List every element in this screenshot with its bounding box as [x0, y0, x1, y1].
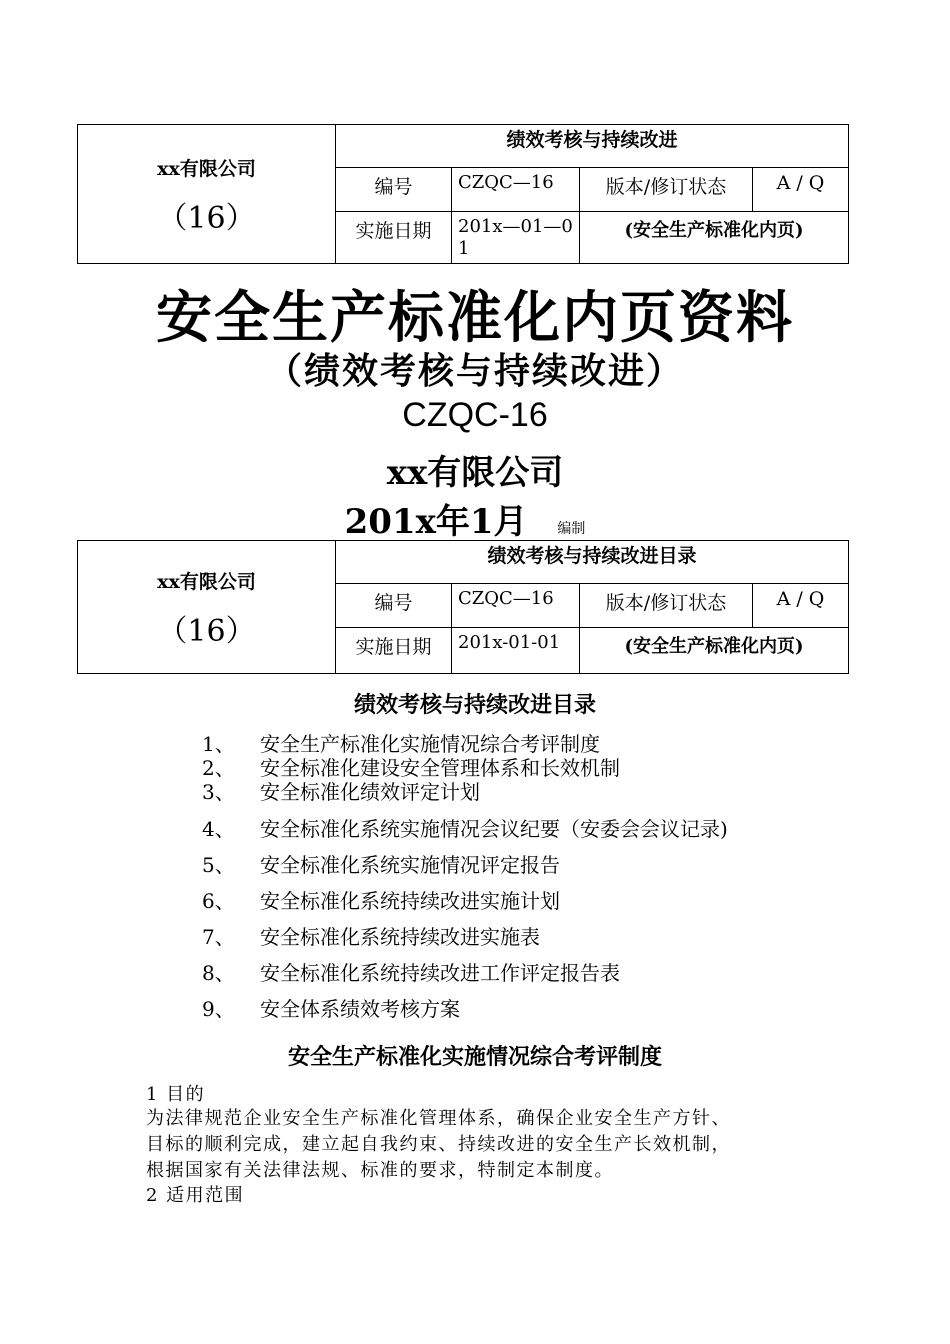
code-value: CZQC—16: [452, 584, 580, 628]
toc-item-number: 8、: [202, 961, 235, 985]
toc-item-text: 安全体系绩效考核方案: [260, 997, 460, 1021]
toc-item-number: 1、: [202, 732, 235, 756]
version-label: 版本/修订状态: [580, 584, 753, 628]
header-note: (安全生产标准化内页): [580, 212, 849, 264]
cover-compiled: 编制: [557, 521, 586, 537]
cover-company: xx有限公司: [386, 453, 564, 493]
toc-item-text: 安全标准化系统持续改进工作评定报告表: [260, 961, 620, 985]
header-table-2: [77, 540, 849, 674]
toc-item: [202, 776, 480, 805]
header-company-name: xx有限公司: [157, 571, 256, 593]
code-label: 编号: [336, 584, 452, 628]
section-1-title: 1 目的: [146, 1084, 206, 1105]
version-value: A / Q: [753, 168, 849, 212]
toc-item: [202, 957, 620, 986]
toc-item-text: 安全标准化系统实施情况会议纪要（安委会会议记录): [260, 817, 728, 841]
toc-item-number: 4、: [202, 817, 235, 841]
cover-date: 201x年1月: [344, 502, 528, 542]
header-number: （16）: [157, 614, 256, 649]
header-company-name: xx有限公司: [157, 158, 256, 180]
code-label: 编号: [336, 168, 452, 212]
paragraph-line: 为法律规范企业安全生产标准化管理体系，确保企业安全生产方针、: [146, 1108, 731, 1129]
cover-date-line: [0, 494, 940, 543]
toc-item-number: 9、: [202, 997, 235, 1021]
header-table-1: [77, 124, 849, 264]
cover-code: CZQC-16: [402, 396, 548, 434]
header-company-cell: [78, 541, 336, 674]
toc-item-text: 安全标准化系统持续改进实施计划: [260, 889, 560, 913]
date-value: 201x—01—01: [452, 212, 580, 264]
toc-item: [202, 849, 560, 878]
toc-item-number: 2、: [202, 756, 235, 780]
header-title: 绩效考核与持续改进目录: [336, 541, 849, 584]
version-value: A / Q: [753, 584, 849, 628]
toc-item-number: 5、: [202, 853, 235, 877]
toc-item-text: 安全标准化绩效评定计划: [260, 780, 480, 804]
header-note: (安全生产标准化内页): [580, 628, 849, 674]
toc-item-text: 安全标准化系统持续改进实施表: [260, 925, 540, 949]
toc-item: [202, 921, 540, 950]
toc-item-number: 3、: [202, 780, 235, 804]
version-label: 版本/修订状态: [580, 168, 753, 212]
cover-subtitle: （绩效考核与持续改进）: [265, 350, 684, 392]
cover-title: 安全生产标准化内页资料: [156, 285, 794, 351]
toc-heading: 绩效考核与持续改进目录: [353, 692, 596, 718]
toc-item-text: 安全标准化建设安全管理体系和长效机制: [260, 756, 620, 780]
toc-item-number: 7、: [202, 925, 235, 949]
toc-item-number: 6、: [202, 889, 235, 913]
header-company-cell: [78, 125, 336, 264]
header-title: 绩效考核与持续改进: [336, 125, 849, 168]
toc-item: [202, 885, 560, 914]
toc-item-text: 安全生产标准化实施情况综合考评制度: [260, 732, 600, 756]
paragraph-line: 目标的顺利完成，建立起自我约束、持续改进的安全生产长效机制，: [146, 1134, 731, 1155]
section-heading: 安全生产标准化实施情况综合考评制度: [287, 1044, 662, 1070]
toc-item-text: 安全标准化系统实施情况评定报告: [260, 853, 560, 877]
date-value: 201x-01-01: [452, 628, 580, 674]
date-label: 实施日期: [336, 628, 452, 674]
section-2-title: 2 适用范围: [146, 1185, 245, 1206]
toc-item: [202, 993, 460, 1022]
header-number: （16）: [157, 201, 256, 236]
paragraph-line: 根据国家有关法律法规、标准的要求，特制定本制度。: [146, 1160, 614, 1181]
toc-item: [202, 813, 728, 842]
date-label: 实施日期: [336, 212, 452, 264]
code-value: CZQC—16: [452, 168, 580, 212]
